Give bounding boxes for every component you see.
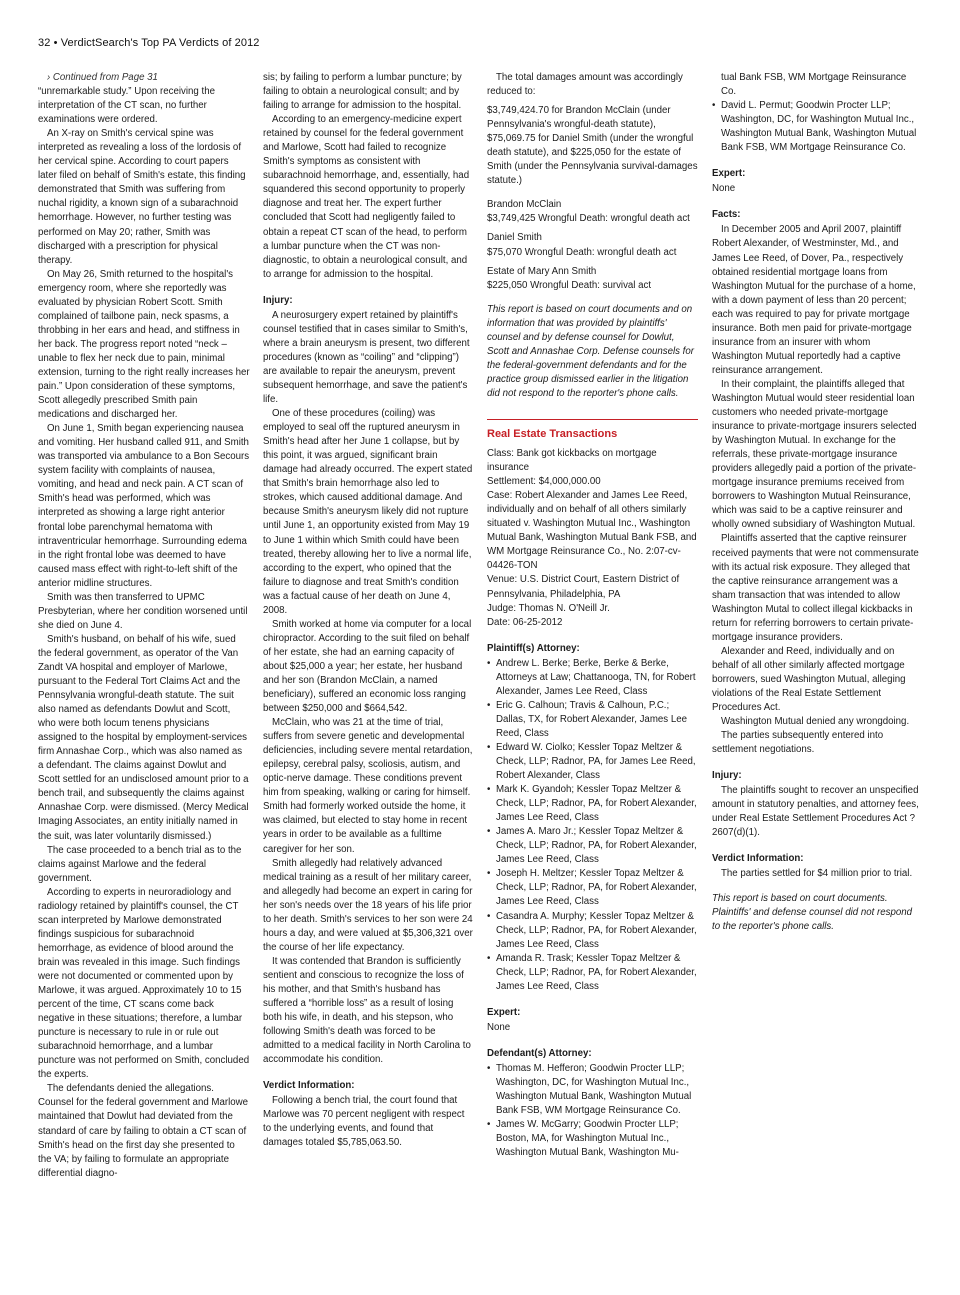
paragraph: The parties subsequently entered into settlement negotiations. xyxy=(712,730,884,756)
paragraph: Plaintiffs asserted that the captive reinsurer received payments that were not commensurate with its actual risk exposure. They alleged that the captive reinsurance arrangement was a sham transaction that was intended to allow Washington Mutal to collect illegal kickbacks in return for referring borrowers to certain private-mortgage insurance providers. xyxy=(712,533,919,643)
paragraph: The parties settled for $4 million prior to trial. xyxy=(721,868,913,880)
source-note: This report is based on court documents. Plaintiffs' and defense counsel did not respond to the reporter's phone calls. xyxy=(712,892,913,932)
paragraph: According to an emergency-medicine expert retained by counsel for the federal government and Marlowe, Scott had failed to recognize Smith's symptoms as consistent with subarachnoid hemorrhage, and, essentially, had squandered this second opportunity to properly diagnose and treat her. The expert further concluded that Scott had negligently failed to obtain a repeat CT scan of the head, to perform a lumbar puncture when the CT was non-diagnostic, to obtain a neurological consult, and to arrange for admission to the hospital. xyxy=(263,114,470,280)
case-caption: Case: Robert Alexander and James Lee Reed, individually and on behalf of all others similarly situated v. Washington Mutual Inc., Washington Mutual Bank, Washington Mutual Bank FSB, and WM Mortgage Reinsurance Co., No. 2:07-cv-04426-TON xyxy=(487,490,697,572)
paragraph: Smith was then transferred to UPMC Presbyterian, where her condition worsened until she died on June 4. xyxy=(38,591,248,631)
paragraph: On May 26, Smith returned to the hospital's emergency room, where she reportedly was evaluated by physician Robert Scott. Smith complained of tailbone pain, neck spasms, a throbbing in her ears and head, and stiffness in her back. The progress report noted “neck – unable to flex her neck due to pain, minimal extension, turning to the right really increases her pain.” Upon consideration of these symptoms, Scott allegedly prescribed Smith pain medications and discharged her. xyxy=(38,268,250,421)
award-detail: $225,050 Wrongful Death: survival act xyxy=(487,279,652,291)
paragraph: It was contended that Brandon is sufficiently sentient and conscious to recognize the loss of his mother, and that Smith's husband has suffered a “horrible loss” as a result of losing both his wife, in death, and his stepson, who following Smith's death was forced to be admitted to a medical facility in North Carolina to accommodate his condition. xyxy=(263,955,471,1066)
paragraph: Washington Mutual denied any wrongdoing. xyxy=(721,716,910,728)
paragraph: One of these procedures (coiling) was employed to seal off the ruptured aneurysm in Smith's head after her June 1 collapse, but by this point, it was argued, significant brain damage had already occurred. The expert stated that Smith's brain hemorrhage also led to strokes, which caused additional damage. And because Smith's aneurysm likely did not rupture until June 1, an opportunity existed from May 19 to June 1 within which Smith could have been treated, thereby allowing her to live a normal life, according to the expert, who opined that the failure to diagnose and treat Smith's condition was a factual cause of her death on June 4, 2008. xyxy=(263,408,473,616)
list-item: • Andrew L. Berke; Berke, Berke & Berke, Attorneys at Law; Chattanooga, TN, for Robert Alexander, James Lee Reed, Class xyxy=(487,657,698,699)
paragraph: A neurosurgery expert retained by plaintiff's counsel testified that in cases similar to Smith's, where a brain aneurysm is present, two different procedures (known as “coiling” and “clipping”) are available to repair the aneurysm, prevent subsequent hemorrhage, and save the patient's life. xyxy=(263,309,470,406)
list-item: • Casandra A. Murphy; Kessler Topaz Meltzer & Check, LLP; Radnor, PA, for Robert Alexander, James Lee Reed, Class xyxy=(487,910,698,952)
publication-title: VerdictSearch's Top PA Verdicts of 2012 xyxy=(60,37,260,49)
source-note: This report is based on court documents and on information that was provided by plaintiffs' counsel and by defense counsel for Dowlut, Scott and Annashae Corp. Defense counsels for the federal-government defendants and for the practice group dismissed earlier in the litigation did not respond to the reporter's phone calls. xyxy=(487,303,694,399)
list-item: • David L. Permut; Goodwin Procter LLP; Washington, DC, for Washington Mutual Inc., Washington Mutual Bank, Washington Mutual Bank FSB, WM Mortgage Reinsurance Co. xyxy=(712,99,922,155)
paragraph: Smith worked at home via computer for a local chiropractor. According to the suit filed on behalf of her estate, she had an earning capacity of about $25,000 a year; her estate, her husband and her son (Brandon McClain, a named beneficiary), suffered an economic loss ranging between $250,000 and $664,542. xyxy=(263,618,472,715)
paragraph: $3,749,424.70 for Brandon McClain (under Pennsylvania's wrongful-death statute), $75,069.75 for Daniel Smith (under the wrongful death statute), and $225,050 for the estate of Smith (under the Pennsylvania survival-damages statute.) xyxy=(487,105,698,187)
running-header xyxy=(38,37,260,49)
award-name: Daniel Smith xyxy=(487,232,542,244)
header-separator: • xyxy=(53,37,58,49)
expert-heading: Expert: xyxy=(712,168,746,180)
list-item: • Mark K. Gyandoh; Kessler Topaz Meltzer & Check, LLP; Radnor, PA, for Robert Alexander, James Lee Reed, Class xyxy=(487,783,698,825)
paragraph: The plaintiffs sought to recover an unspecified amount in statutory penalties, and attorney fees, under Real Estate Settlement Procedures Act ? 2607(d)(1). xyxy=(712,785,919,839)
section-title: Real Estate Transactions xyxy=(487,419,698,441)
paragraph: The total damages amount was accordingly reduced to: xyxy=(487,72,683,98)
list-item: • Joseph H. Meltzer; Kessler Topaz Meltzer & Check, LLP; Radnor, PA, for Robert Alexander, James Lee Reed, Class xyxy=(487,867,698,909)
expert-value: None xyxy=(712,183,736,195)
defendant-attorney-list-continued xyxy=(712,99,922,155)
paragraph: In their complaint, the plaintiffs alleged that Washington Mutual would steer residential loan customers who needed private-mortgage insurance to private-mortgage insurers selected by Washington Mutual. In exchange for the referrals, these private-mortgage insurance providers allegedly paid a portion of the private-mortgage insurance premiums received from borrowers to Washington Mutual Reinsurance, which was said to be a captive reinsurer and wholly owned subsidiary of Washington Mutual. xyxy=(712,378,917,531)
verdict-heading: Verdict Information: xyxy=(263,1080,355,1092)
facts-heading: Facts: xyxy=(712,209,741,221)
paragraph: Alexander and Reed, individually and on behalf of all other similarly affected mortgage borrowers, sued Washington Mutual, alleging violations of the Real Estate Settlement Procedures Act. xyxy=(712,645,906,714)
continued-from-link[interactable]: › Continued from Page 31 xyxy=(47,72,158,83)
paragraph: Smith's husband, on behalf of his wife, sued the federal government, as operator of the Van Zandt VA hospital and employer of Marlowe, pursuant to the Federal Tort Claims Act and the Pennsylvania wrongful-death statute. The suit also named as defendants Dowlut and Scott, who were both locum tenens physicians assigned to the hospital by employment-services firm Annashae Corp., which was also named as a defendant. The claims against Dowlut and Scott settled for an undisclosed amount prior to a bench trail, and subsequently the claims against Annashae Corp. were dismissed. (Mercy Medical Imaging Associates, an entity initially named in the suit, was later voluntarily dismissed.) xyxy=(38,633,249,842)
case-class: Class: Bank got kickbacks on mortgage insurance xyxy=(487,448,657,474)
list-item: • Amanda R. Trask; Kessler Topaz Meltzer & Check, LLP; Radnor, PA, for Robert Alexander, James Lee Reed, Class xyxy=(487,952,698,994)
paragraph: Smith allegedly had relatively advanced medical training as a result of her military career, and allegedly had become an expert in caring for her son's needs over the 18 years of his life prior to her death. Smith's services to her son were 24 hours a day, and were valued at $5,306,321 over the course of her life expectancy. xyxy=(263,857,473,953)
paragraph: In December 2005 and April 2007, plaintiff Robert Alexander, of Westminster, Md., and James Lee Reed, of Dover, Pa., respectively obtained residential mortgage loans from Washington Mutual for the purchase of a home, with a down payment of less than 20 percent; each was required to pay for private mortgage insurance. Both men paid for private-mortgage insurance from an insurer with whom Washington Mutual reportedly had a captive reinsurance arrangement. xyxy=(712,224,916,376)
column-3 xyxy=(487,71,698,1160)
defendant-attorney-list xyxy=(487,1062,698,1160)
list-item: • James W. McGarry; Goodwin Procter LLP; Boston, MA, for Washington Mutual Inc., Washington Mutual Bank, Washington Mu- xyxy=(487,1118,698,1160)
case-date: Date: 06-25-2012 xyxy=(487,616,563,628)
paragraph: The case proceeded to a bench trial as to the claims against Marlowe and the federal government. xyxy=(38,844,242,884)
award-name: Estate of Mary Ann Smith xyxy=(487,265,597,277)
plaintiff-attorney-heading: Plaintiff(s) Attorney: xyxy=(487,642,580,654)
list-item: • Thomas M. Hefferon; Goodwin Procter LLP; Washington, DC, for Washington Mutual Inc., Washington Mutual Bank, Washington Mutual Bank FSB, WM Mortgage Reinsurance Co. xyxy=(487,1062,698,1118)
paragraph: The defendants denied the allegations. Counsel for the federal government and Marlowe maintained that Dowlut had deviated from the standard of care by failing to obtain a CT scan of Smith's head on the first day she presented to the VA; by failing to formulate an appropriate differential diagno- xyxy=(38,1083,249,1179)
column-2 xyxy=(263,71,473,1151)
paragraph: Following a bench trial, the court found that Marlowe was 70 percent negligent with respect to the underlying events, and found that damages totaled $5,785,063.50. xyxy=(263,1095,465,1149)
paragraph: “unremarkable study.” Upon receiving the interpretation of the CT scan, no further examinations were ordered. xyxy=(38,86,215,126)
plaintiff-attorney-list xyxy=(487,657,698,994)
award-detail: $3,749,425 Wrongful Death: wrongful death act xyxy=(487,213,690,225)
paragraph: According to experts in neuroradiology and radiology retained by plaintiff's counsel, the CT scan interpreted by Marlowe demonstrated findings suspicious for subarachnoid hemorrhage, as evidence of blood around the brain was revealed in this image. Such findings were not documented or commented upon by Marlowe, it was argued. Approximately 10 to 15 percent of the time, CT scans come back negative in these situations; therefore, a lumbar puncture is necessary to rule in or rule out subarachnoid hemorrhage, and a lumbar puncture was not performed on Smith, concluded the experts. xyxy=(38,886,250,1081)
list-item: • Edward W. Ciolko; Kessler Topaz Meltzer & Check, LLP; Radnor, PA, for James Lee Reed, Robert Alexander, Class xyxy=(487,741,698,783)
case-judge: Judge: Thomas N. O'Neill Jr. xyxy=(487,602,610,614)
award-detail: $75,070 Wrongful Death: wrongful death act xyxy=(487,246,677,258)
injury-heading: Injury: xyxy=(263,294,293,306)
paragraph: McClain, who was 21 at the time of trial, suffers from severe genetic and developmental deficiencies, including severe mental retardation, epilepsy, cerebral palsy, scoliosis, autism, and optic-nerve damage. These conditions prevent him from speaking, walking or caring for himself. Smith had formerly worked outside the home, it was claimed, but elected to stay home in recent years in order to be available as a fulltime caregiver for her son. xyxy=(263,717,473,855)
verdict-heading: Verdict Information: xyxy=(712,853,804,865)
defendant-attorney-heading: Defendant(s) Attorney: xyxy=(487,1047,592,1059)
case-settlement: Settlement: $4,000,000.00 xyxy=(487,476,601,488)
paragraph: On June 1, Smith began experiencing nausea and vomiting. Her husband called 911, and Smith was transported via ambulance to a Bon Secours system facility with complaints of nausea, vomiting, and head and neck pain. A CT scan of Smith's head was performed, which was interpreted as showing a large right anterior frontal lobe parenchymal hematoma with intraventricular hemorrhage. Surrounding edema in the right frontal lobe was deemed to have caused mass effect with right-to-left shift of the anterior midline structures. xyxy=(38,423,250,589)
list-item: • Eric G. Calhoun; Travis & Calhoun, P.C.; Dallas, TX, for Robert Alexander, James Lee Reed, Class xyxy=(487,699,698,741)
paragraph: sis; by failing to perform a lumbar puncture; by failing to obtain a neurological consult; and by failing to arrange for admission to the hospital. xyxy=(263,72,462,112)
award-name: Brandon McClain xyxy=(487,199,562,211)
case-venue: Venue: U.S. District Court, Eastern District of Pennsylvania, Philadelphia, PA xyxy=(487,574,680,600)
list-item: • James A. Maro Jr.; Kessler Topaz Meltzer & Check, LLP; Radnor, PA, for Robert Alexander, James Lee Reed, Class xyxy=(487,825,698,867)
paragraph: An X-ray on Smith's cervical spine was interpreted as revealing a loss of the lordosis of her cervical spine. According to court papers later filed on behalf of Smith's estate, this finding demonstrated that Smith was suffering from nuchal rigidity, a known sign of a subarachnoid hemorrhage. However, no further testing was performed on May 20; rather, Smith was discharged with a prescription for physical therapy. xyxy=(38,128,246,266)
list-continuation: tual Bank FSB, WM Mortgage Reinsurance Co. xyxy=(721,72,907,98)
expert-heading: Expert: xyxy=(487,1006,521,1018)
column-1 xyxy=(38,71,250,1181)
page-number: 32 xyxy=(38,37,51,49)
column-4 xyxy=(712,71,922,934)
expert-value: None xyxy=(487,1021,511,1033)
injury-heading: Injury: xyxy=(712,770,742,782)
